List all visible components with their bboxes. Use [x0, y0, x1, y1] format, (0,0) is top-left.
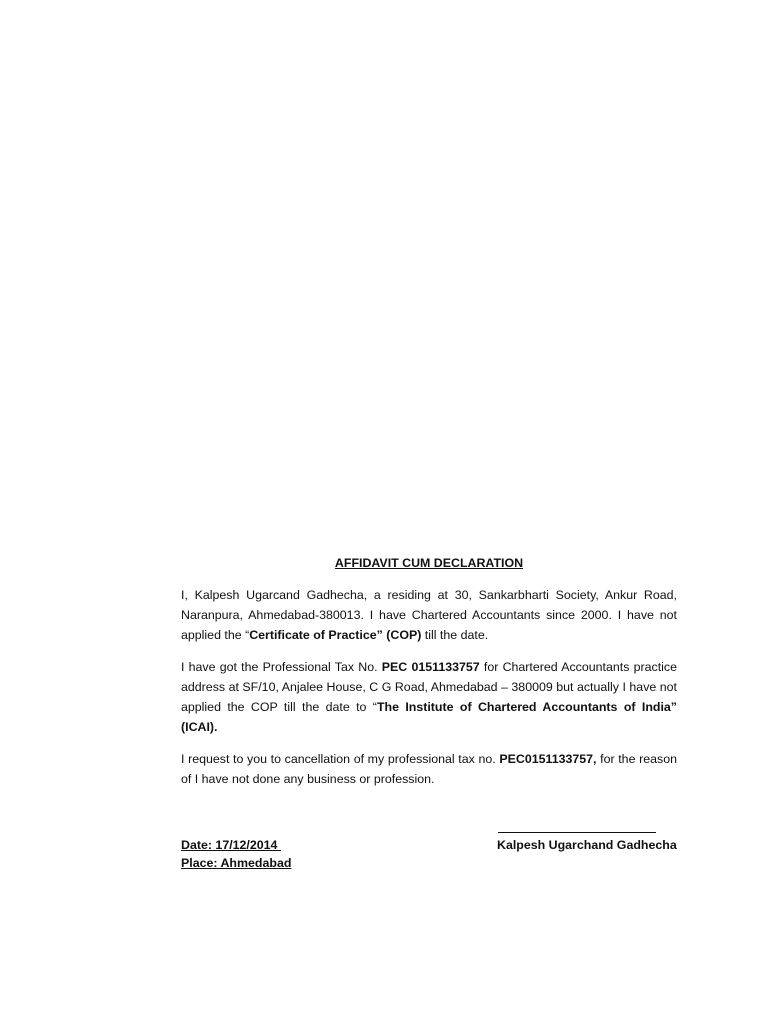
- declaration-paragraph-3: [181, 749, 677, 789]
- signatory-name: Kalpesh Ugarchand Gadhecha: [497, 838, 677, 852]
- para1-text-2: till the date.: [421, 628, 489, 642]
- document-body: [181, 553, 677, 801]
- para3-bold-tax-no: PEC0151133757,: [499, 752, 597, 766]
- para2-text-2: for Chartered Accountants practice address at SF/10, Anjalee House, C G Road, Ahmedabad – 380009 but actually I have not applied the COP till the date to “: [181, 660, 677, 714]
- declaration-paragraph-2: [181, 657, 677, 737]
- document-title: AFFIDAVIT CUM DECLARATION: [334, 556, 524, 570]
- para2-text-1: I have got the Professional Tax No.: [181, 660, 382, 674]
- para2-bold-tax-no: PEC 0151133757: [381, 660, 480, 674]
- para3-text-2: for the reason of I have not done any business or profession.: [181, 752, 677, 786]
- signature-line: [498, 820, 656, 833]
- para1-text-1: I, Kalpesh Ugarcand Gadhecha, a residing at 30, Sankarbharti Society, Ankur Road, Naranpura, Ahmedabad-380013. I have Chartered Accountants since 2000. I have not applied the “: [181, 588, 677, 642]
- para2-bold-icai: The Institute of Chartered Accountants of India” (ICAI).: [181, 700, 677, 734]
- para1-bold-cop: Certificate of Practice” (COP): [249, 628, 422, 642]
- declaration-paragraph-1: [181, 585, 677, 645]
- place-label: Place: Ahmedabad: [181, 856, 292, 870]
- para3-text-1: I request to you to cancellation of my professional tax no.: [181, 752, 500, 766]
- signature-block: [181, 820, 677, 880]
- date-label: Date: 17/12/2014: [181, 838, 281, 852]
